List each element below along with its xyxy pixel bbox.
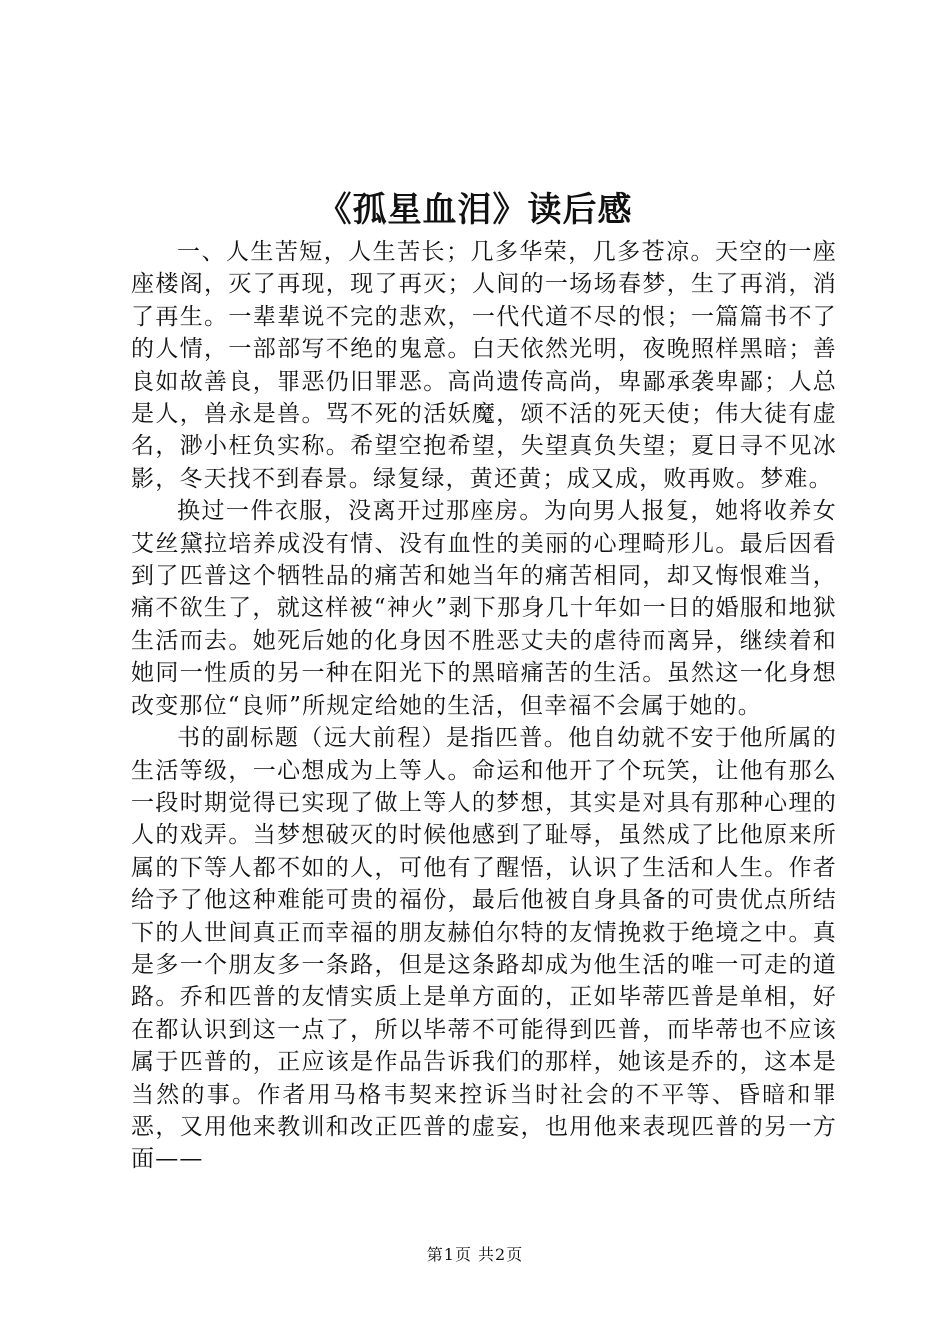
paragraph-3: 书的副标题（远大前程）是指匹普。他自幼就不安于他所属的生活等级，一心想成为上等人。命运和他开了个玩笑，让他有那么一段时期觉得已实现了做上等人的梦想，其实是对具有那种心理的人的戏弄。当梦想破灭的时候他感到了耻辱，虽然成了比他原来所属的下等人都不如的人，可他有了醒悟，认识了生活和人生。作者给予了他这种难能可贵的福份，最后他被自身具备的可贵优点所结下的人世间真正而幸福的朋友赫伯尔特的友情挽救于绝境之中。真是多一个朋友多一条路，但是这条路却成为他生活的唯一可走的道路。乔和匹普的友情实质上是单方面的，正如毕蒂匹普是单相，好在都认识到这一点了，所以毕蒂不可能得到匹普，而毕蒂也不应该属于匹普的，正应该是作品告诉我们的那样，她该是乔的，这本是当然的事。作者用马格韦契来控诉当时社会的不平等、昏暗和罪恶，又用他来教训和改正匹普的虚妄，也用他来表现匹普的另一方面—— xyxy=(131,725,837,1173)
paragraph-1: 一、人生苦短，人生苦长；几多华荣，几多苍凉。天空的一座座楼阁，灭了再现，现了再灭；人间的一场场春梦，生了再消，消了再生。一辈辈说不完的悲欢，一代代道不尽的恨；一篇篇书不了的人情，一部部写不绝的鬼意。白天依然光明，夜晚照样黑暗；善良如故善良，罪恶仍旧罪恶。高尚遗传高尚，卑鄙承袭卑鄙；人总是人，兽永是兽。骂不死的活妖魔，颂不活的死天使；伟大徒有虚名，渺小枉负实称。希望空抱希望，失望真负失望；夏日寻不见冰影，冬天找不到春景。绿复绿，黄还黄；成又成，败再败。梦难。 xyxy=(131,239,837,492)
page-number-footer: 第1页 共2页 xyxy=(426,1245,524,1264)
document-title: 《孤星血泪》读后感 xyxy=(317,190,633,230)
document-body xyxy=(131,236,837,1176)
paragraph-2: 换过一件衣服，没离开过那座房。为向男人报复，她将收养女艾丝黛拉培养成没有情、没有血性的美丽的心理畸形儿。最后因看到了匹普这个牺牲品的痛苦和她当年的痛苦相同，却又悔恨难当，痛不欲生了，就这样被“神火”剥下那身几十年如一日的婚服和地狱生活而去。她死后她的化身因不胜恶丈夫的虐待而离异，继续着和她同一性质的另一种在阳光下的黑暗痛苦的生活。虽然这一化身想改变那位“良师”所规定给她的生活，但幸福不会属于她的。 xyxy=(131,498,837,719)
